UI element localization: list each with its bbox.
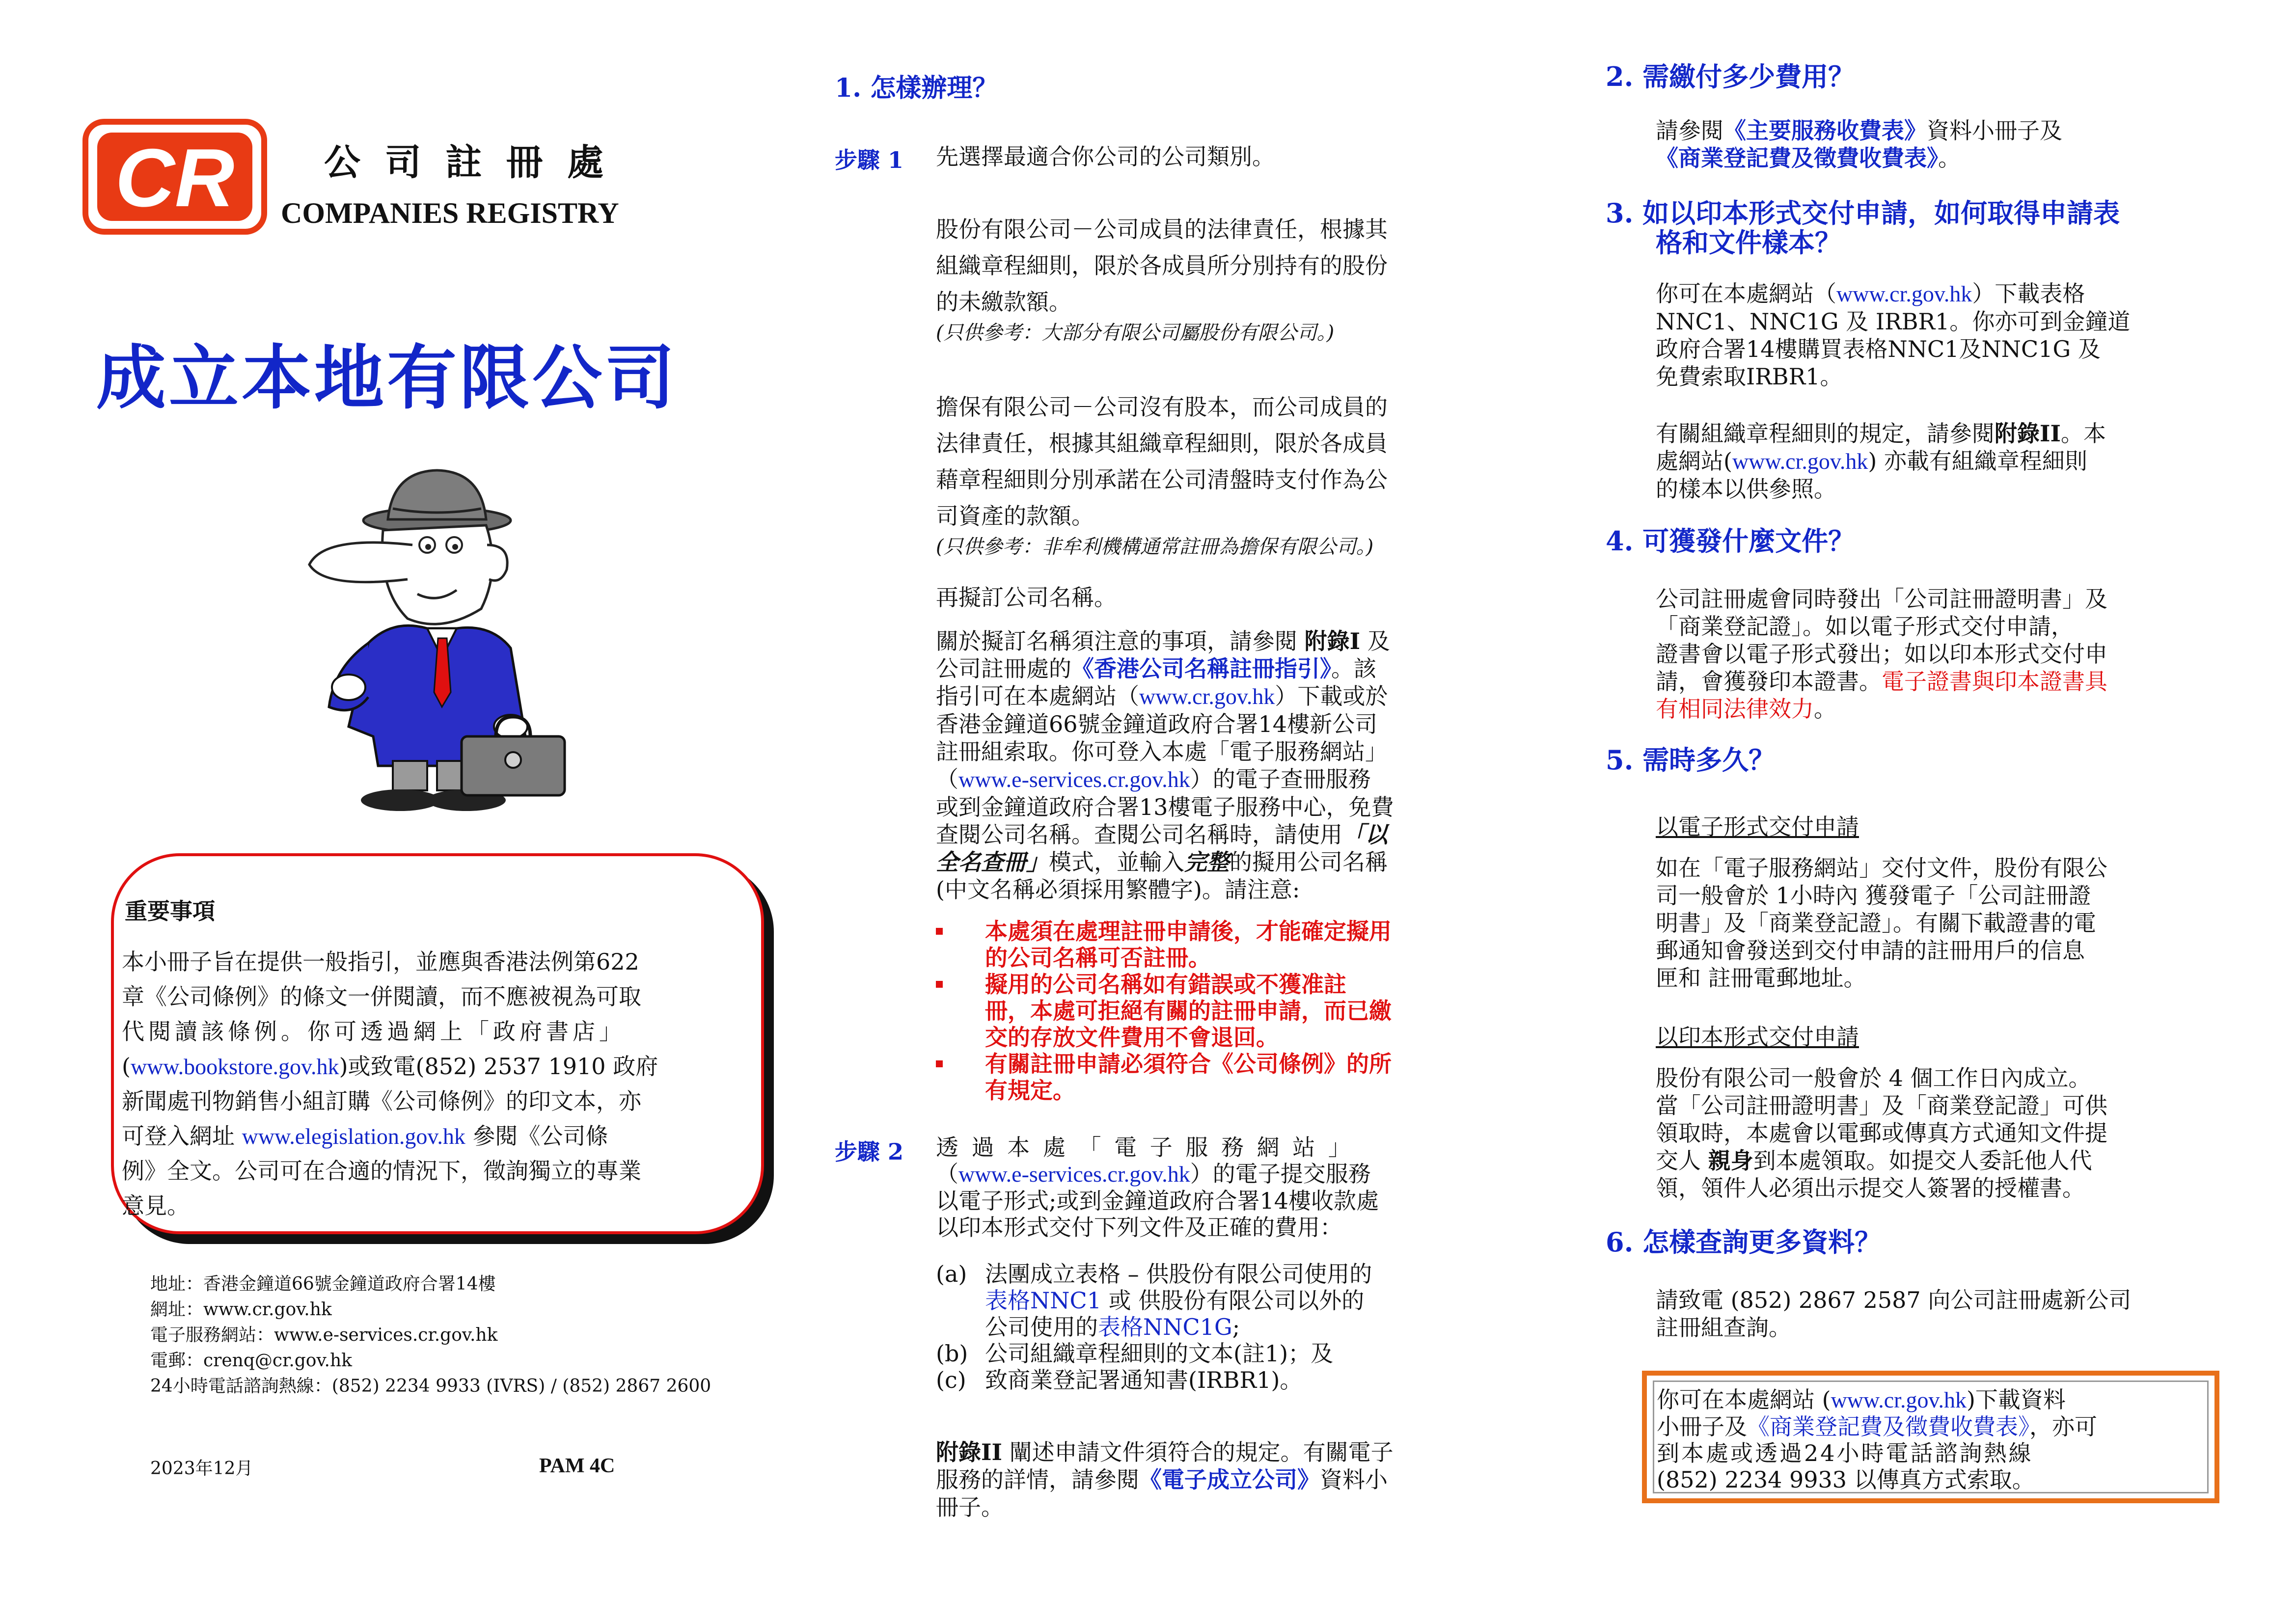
logo-letters: CR	[115, 132, 235, 224]
section-4-text: 公司註冊處會同時發出「公司註冊證明書」及 「商業登記證」。如以電子形式交付申請， 證書會以電子形式發出；如以印本形式交付申 請，會獲發印本證書。電子證書與印本證書具 有相同法律效力。	[1656, 586, 2107, 722]
fee-schedule-link[interactable]: 《主要服務收費表》	[1723, 117, 1927, 144]
publication-code: PAM 4C	[539, 1455, 615, 1477]
logo-title-en: COMPANIES REGISTRY	[281, 197, 619, 229]
guarantee-line: 司資產的款額。	[936, 503, 1094, 529]
form-nnc1g-link[interactable]: 表格NNC1G	[1098, 1314, 1232, 1340]
notice-line: 代閱讀該條例。你可透過網上「政府書店」	[122, 1018, 626, 1045]
step2-line: 透 過 本 處 「 電 子 服 務 網 站 」	[936, 1134, 1354, 1161]
cr-website-link[interactable]: www.cr.gov.hk	[1732, 449, 1868, 474]
contact-email[interactable]: 電郵：crenq@cr.gov.hk	[150, 1351, 352, 1371]
electronic-submission-subtitle: 以電子形式交付申請	[1656, 813, 1859, 840]
company-types	[936, 211, 1496, 560]
important-notice	[111, 853, 764, 1234]
document-item: (a) 法團成立表格 – 供股份有限公司使用的 表格NNC1 或 供股份有限公司以外的 公司使用的表格NNC1G;	[936, 1261, 1372, 1340]
step-1-text: 先選擇最適合你公司的公司類別。	[936, 143, 1275, 170]
step-2-text	[936, 1134, 1496, 1241]
logo	[82, 119, 267, 235]
contact-info	[150, 1272, 789, 1399]
eservices-link[interactable]: www.e-services.cr.gov.hk	[958, 767, 1190, 792]
br-fee-schedule-link[interactable]: 《商業登記費及徵費收費表》	[1747, 1413, 2029, 1440]
contact-hotline: 24小時電話諮詢熱線：(852) 2234 9933 (IVRS) / (852) 2867 2600	[150, 1376, 711, 1396]
guidance-line: 公司註冊處的《香港公司名稱註冊指引》。該	[936, 655, 1376, 682]
appendix-ii-note: 附錄II 闡述申請文件須符合的規定。有關電子 服務的詳情，請參閱《電子成立公司》資料小 冊子。	[936, 1439, 1394, 1520]
contact-website[interactable]: 網址：www.cr.gov.hk	[150, 1299, 332, 1320]
logo-title-zh: 公 司 註 冊 處	[324, 141, 610, 184]
section-4-title: 4. 可獲發什麼文件？	[1606, 525, 1855, 557]
businessman-illustration-icon	[295, 461, 570, 815]
name-warnings	[936, 918, 1496, 1104]
cr-website-link[interactable]: www.cr.gov.hk	[1139, 684, 1275, 709]
notice-line: (www.bookstore.gov.hk)或致電(852) 2537 1910 政府	[122, 1053, 658, 1080]
section-5-electronic-text: 如在「電子服務網站」交付文件，股份有限公 司一般會於 1小時內 獲發電子「公司註冊證 明書」及「商業登記證」。有關下載證書的電 郵通知會發送到交付申請的註冊用戶的信息 匣和 註冊電郵地址。	[1656, 855, 2107, 991]
shares-note: (只供參考：大部分有限公司屬股份有限公司。)	[936, 322, 1335, 344]
shares-line: 的未繳款額。	[936, 289, 1071, 315]
guidance-line: (中文名稱必須採用繁體字)。請注意:	[936, 876, 1300, 903]
contact-address: 地址：香港金鐘道66號金鐘道政府合署14樓	[150, 1274, 496, 1294]
guidance-line: 指引可在本處網站（www.cr.gov.hk）下載或於	[936, 683, 1388, 709]
document-item: (c) 致商業登記署通知書(IRBR1)。	[936, 1367, 1303, 1393]
section-2-text: 請參閱《主要服務收費表》資料小冊子及 《商業登記費及徵費收費表》。	[1656, 117, 2062, 171]
guidance-line: 全名查冊」模式，並輸入完整的擬用公司名稱	[936, 849, 1388, 875]
section-6-text: 請致電 (852) 2867 2587 向公司註冊處新公司 註冊組查詢。	[1656, 1287, 2132, 1341]
guidance-line: 或到金鐘道政府合署13樓電子服務中心，免費	[936, 794, 1394, 820]
bookstore-link[interactable]: www.bookstore.gov.hk	[130, 1054, 339, 1079]
e-incorporation-link[interactable]: 《電子成立公司》	[1139, 1466, 1320, 1493]
section-5-paper-text: 股份有限公司一般會於 4 個工作日內成立。 當「公司註冊證明書」及「商業登記證」可供 領取時，本處會以電郵或傳真方式通知文件提 交人 親身到本處領取。如提交人委託他人代 領，領件人必須出示提交人簽署的授權書。	[1656, 1065, 2107, 1201]
guarantee-note: (只供參考：非牟利機構通常註冊為擔保有限公司。)	[936, 536, 1374, 558]
elegislation-link[interactable]: www.elegislation.gov.hk	[242, 1124, 465, 1149]
section-6-title: 6. 怎樣查詢更多資料？	[1606, 1226, 1882, 1258]
shares-line: 股份有限公司－公司成員的法律責任，根據其	[936, 216, 1388, 243]
step2-line: 以印本形式交付下列文件及正確的費用：	[936, 1214, 1342, 1241]
notice-line: 意見。	[122, 1192, 190, 1219]
step-2-label: 步驟 2	[835, 1138, 904, 1165]
notice-line: 新聞處刊物銷售小組訂購《公司條例》的印文本，亦	[122, 1088, 641, 1114]
step-1-label: 步驟 1	[835, 147, 904, 173]
warning-item: 擬用的公司名稱如有錯誤或不獲准註 冊，本處可拒絕有關的註冊申請，而已繳 交的存放文件費用不會退回。	[936, 971, 1496, 1051]
name-intro: 再擬訂公司名稱。	[936, 584, 1117, 611]
warning-item: 本處須在處理註冊申請後，才能確定擬用 的公司名稱可否註冊。	[936, 918, 1496, 971]
section-5-title: 5. 需時多久？	[1606, 744, 1776, 776]
download-info-box: 你可在本處網站 (www.cr.gov.hk)下載資料 小冊子及《商業登記費及徵費收費表》，亦可 到本處或透過24小時電話諮詢熱線 (852) 2234 9933 以傳真方式索取。	[1642, 1371, 2219, 1503]
notice-line: 章《公司條例》的條文一併閱讀，而不應被視為可取	[122, 983, 641, 1010]
notice-line: 可登入網址 www.elegislation.gov.hk 參閱《公司條	[122, 1123, 608, 1149]
page-title: 成立本地有限公司	[96, 337, 678, 419]
shares-line: 組織章程細則，限於各成員所分別持有的股份	[936, 252, 1388, 279]
cr-logo-icon	[82, 119, 267, 235]
section-1-title: 1. 怎樣辦理？	[835, 73, 998, 103]
step2-line: （www.e-services.cr.gov.hk）的電子提交服務	[936, 1161, 1371, 1187]
required-documents	[936, 1261, 1496, 1393]
notice-line: 例》全文。公司可在合適的情況下，徵詢獨立的專業	[122, 1158, 641, 1184]
guidance-line: 查閱公司名稱。查閱公司名稱時，請使用「以	[936, 821, 1388, 848]
br-fee-schedule-link[interactable]: 《商業登記費及徵費收費表》	[1656, 145, 1938, 171]
step2-line: 以電子形式;或到金鐘道政府合署14樓收款處	[936, 1188, 1379, 1214]
eservices-link[interactable]: www.e-services.cr.gov.hk	[958, 1162, 1190, 1187]
section-2-title: 2. 需繳付多少費用？	[1606, 61, 1855, 92]
guarantee-line: 擔保有限公司－公司沒有股本，而公司成員的	[936, 394, 1388, 420]
guarantee-line: 法律責任，根據其組織章程細則，限於各成員	[936, 430, 1388, 457]
paper-submission-subtitle: 以印本形式交付申請	[1656, 1024, 1859, 1050]
document-item: (b) 公司組織章程細則的文本(註1)；及	[936, 1340, 1334, 1367]
company-name-guidance	[936, 627, 1496, 903]
warning-item: 有關註冊申請必須符合《公司條例》的所 有規定。	[936, 1051, 1496, 1104]
cr-website-link[interactable]: www.cr.gov.hk	[1831, 1387, 1967, 1412]
section-3-title: 3. 如以印本形式交付申請，如何取得申請表 格和文件樣本？	[1606, 197, 2120, 258]
guidance-line: 關於擬訂名稱須注意的事項，請參閱 附錄I 及	[936, 628, 1390, 654]
cr-website-link[interactable]: www.cr.gov.hk	[1836, 281, 1972, 306]
guidance-line: 註冊組索取。你可登入本處「電子服務網站」	[936, 738, 1388, 765]
publication-date: 2023年12月	[150, 1459, 253, 1479]
notice-line: 本小冊子旨在提供一般指引，並應與香港法例第622	[122, 948, 639, 975]
section-3-text: 你可在本處網站（www.cr.gov.hk）下載表格 NNC1、NNC1G 及 IRBR1。你亦可到金鐘道 政府合署14樓購買表格NNC1及NNC1G 及 免費索取IRBR1。 有關組織章程細則的規定，請參閱附錄II。本 處網站(www.cr.gov.hk) 亦載有組織章程細則 的樣本以供參照。	[1656, 280, 2131, 502]
form-nnc1-link[interactable]: 表格NNC1	[985, 1287, 1101, 1314]
guarantee-line: 藉章程細則分別承諾在公司清盤時支付作為公	[936, 466, 1388, 493]
contact-eservices[interactable]: 電子服務網站：www.e-services.cr.gov.hk	[150, 1325, 498, 1345]
guidance-line: 香港金鐘道66號金鐘道政府合署14樓新公司	[936, 711, 1378, 737]
guidance-line: （www.e-services.cr.gov.hk）的電子查冊服務	[936, 766, 1371, 792]
name-guideline-link[interactable]: 《香港公司名稱註冊指引》	[1071, 655, 1331, 682]
notice-heading: 重要事項	[125, 898, 215, 924]
notice-body	[122, 945, 760, 1223]
